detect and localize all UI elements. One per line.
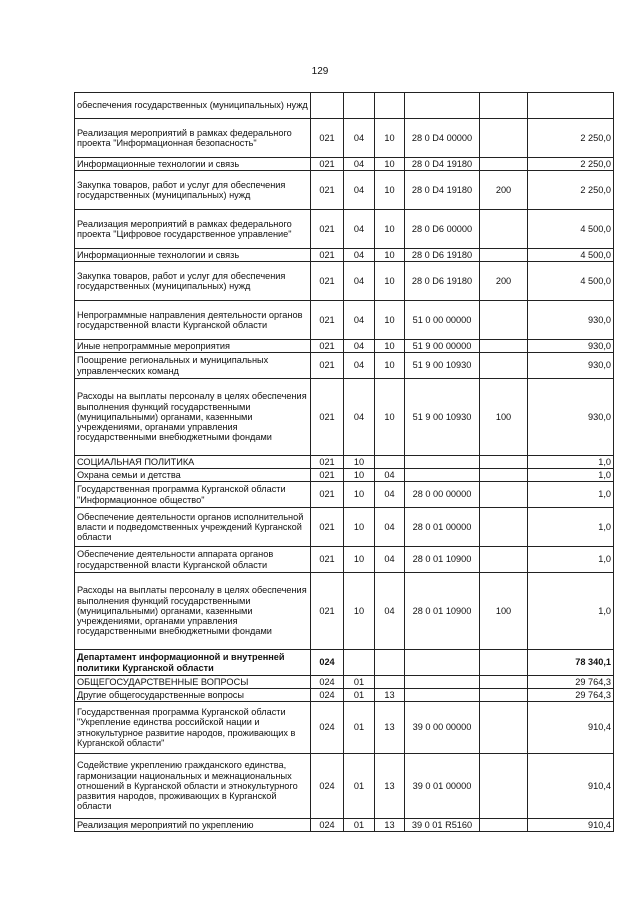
cell-ministry-code: 021 (311, 353, 344, 379)
cell-amount: 29 764,3 (528, 676, 614, 689)
cell-name: Государственная программа Курганской области "Укрепление единства российской нации и этнокультурное развитие народов, проживающих в Курганской области" (75, 702, 311, 754)
cell-target-code: 51 9 00 00000 (405, 340, 480, 353)
cell-name: Содействие укреплению гражданского единства, гармонизации национальных и межнациональных отношений в Курганской области и этнокультурного развития народов, проживающих в Курганской области (75, 754, 311, 819)
cell-name: СОЦИАЛЬНАЯ ПОЛИТИКА (75, 456, 311, 469)
table-row (75, 249, 614, 262)
cell-ministry-code: 021 (311, 249, 344, 262)
cell-amount: 4 500,0 (528, 262, 614, 301)
cell-name: Непрограммные направления деятельности органов государственной власти Курганской области (75, 301, 311, 340)
table-row (75, 702, 614, 754)
cell-subsection-code: 13 (375, 689, 405, 702)
cell-subsection-code: 10 (375, 379, 405, 456)
cell-section-code: 10 (344, 573, 375, 650)
cell-amount: 1,0 (528, 547, 614, 573)
cell-subsection-code: 10 (375, 262, 405, 301)
cell-amount: 2 250,0 (528, 171, 614, 210)
cell-section-code: 01 (344, 689, 375, 702)
cell-amount: 4 500,0 (528, 249, 614, 262)
cell-amount: 1,0 (528, 456, 614, 469)
cell-expense-type (480, 210, 528, 249)
cell-amount: 930,0 (528, 379, 614, 456)
cell-name: Охрана семьи и детства (75, 469, 311, 482)
cell-ministry-code: 024 (311, 689, 344, 702)
cell-ministry-code: 021 (311, 469, 344, 482)
cell-expense-type (480, 158, 528, 171)
cell-section-code: 04 (344, 340, 375, 353)
table-row (75, 547, 614, 573)
cell-expense-type (480, 301, 528, 340)
table-row (75, 158, 614, 171)
cell-subsection-code: 10 (375, 249, 405, 262)
cell-ministry-code: 021 (311, 171, 344, 210)
cell-subsection-code: 10 (375, 353, 405, 379)
cell-section-code: 01 (344, 676, 375, 689)
table-row (75, 210, 614, 249)
cell-expense-type: 200 (480, 262, 528, 301)
budget-table (74, 92, 614, 832)
cell-section-code: 01 (344, 702, 375, 754)
cell-amount: 910,4 (528, 702, 614, 754)
cell-section-code: 04 (344, 210, 375, 249)
cell-section-code: 04 (344, 379, 375, 456)
cell-section-code: 10 (344, 456, 375, 469)
cell-target-code: 28 0 D4 19180 (405, 171, 480, 210)
table-row (75, 171, 614, 210)
cell-section-code: 10 (344, 482, 375, 508)
cell-expense-type (480, 689, 528, 702)
cell-amount: 910,4 (528, 819, 614, 832)
cell-name: ОБЩЕГОСУДАРСТВЕННЫЕ ВОПРОСЫ (75, 676, 311, 689)
cell-target-code: 51 9 00 10930 (405, 353, 480, 379)
cell-amount: 2 250,0 (528, 158, 614, 171)
cell-name: Расходы на выплаты персоналу в целях обеспечения выполнения функций государственными (муниципальными) органами, казенными учреждениями, органами управления государственными внебюджетными фондами (75, 379, 311, 456)
cell-target-code (405, 93, 480, 119)
cell-target-code: 28 0 01 10900 (405, 573, 480, 650)
cell-subsection-code: 13 (375, 819, 405, 832)
cell-subsection-code: 10 (375, 340, 405, 353)
cell-expense-type (480, 456, 528, 469)
cell-ministry-code: 021 (311, 158, 344, 171)
cell-name: Закупка товаров, работ и услуг для обеспечения государственных (муниципальных) нужд (75, 262, 311, 301)
table-row (75, 456, 614, 469)
cell-subsection-code: 13 (375, 702, 405, 754)
cell-expense-type: 100 (480, 573, 528, 650)
table-row (75, 119, 614, 158)
cell-ministry-code: 021 (311, 573, 344, 650)
cell-ministry-code: 021 (311, 262, 344, 301)
cell-expense-type (480, 469, 528, 482)
cell-amount: 78 340,1 (528, 650, 614, 676)
cell-expense-type (480, 547, 528, 573)
cell-section-code (344, 93, 375, 119)
cell-amount: 2 250,0 (528, 119, 614, 158)
cell-expense-type (480, 676, 528, 689)
cell-name: Государственная программа Курганской области "Информационное общество" (75, 482, 311, 508)
cell-target-code (405, 676, 480, 689)
cell-subsection-code: 10 (375, 171, 405, 210)
cell-expense-type (480, 482, 528, 508)
cell-amount: 930,0 (528, 340, 614, 353)
table-row (75, 573, 614, 650)
cell-name: Реализация мероприятий в рамках федерального проекта "Цифровое государственное управление" (75, 210, 311, 249)
cell-name: Расходы на выплаты персоналу в целях обеспечения выполнения функций государственными (муниципальными) органами, казенными учреждениями, органами управления государственными внебюджетными фондами (75, 573, 311, 650)
table-row (75, 469, 614, 482)
cell-subsection-code: 10 (375, 119, 405, 158)
cell-subsection-code (375, 676, 405, 689)
cell-section-code: 04 (344, 249, 375, 262)
cell-name: Реализация мероприятий в рамках федерального проекта "Информационная безопасность" (75, 119, 311, 158)
table-row (75, 353, 614, 379)
cell-ministry-code: 024 (311, 650, 344, 676)
cell-target-code: 39 0 00 00000 (405, 702, 480, 754)
cell-ministry-code: 021 (311, 119, 344, 158)
cell-target-code: 28 0 D4 19180 (405, 158, 480, 171)
cell-name: Иные непрограммные мероприятия (75, 340, 311, 353)
cell-subsection-code (375, 456, 405, 469)
cell-target-code: 51 9 00 10930 (405, 379, 480, 456)
cell-expense-type (480, 819, 528, 832)
cell-name: обеспечения государственных (муниципальных) нужд (75, 93, 311, 119)
cell-section-code: 01 (344, 819, 375, 832)
cell-expense-type (480, 508, 528, 547)
cell-amount: 1,0 (528, 508, 614, 547)
cell-subsection-code: 10 (375, 158, 405, 171)
table-row (75, 819, 614, 832)
cell-ministry-code: 021 (311, 379, 344, 456)
cell-name: Реализация мероприятий по укреплению (75, 819, 311, 832)
cell-section-code: 04 (344, 353, 375, 379)
cell-section-code: 10 (344, 547, 375, 573)
cell-amount: 1,0 (528, 573, 614, 650)
cell-subsection-code: 04 (375, 469, 405, 482)
cell-ministry-code: 021 (311, 508, 344, 547)
cell-amount: 29 764,3 (528, 689, 614, 702)
cell-section-code: 01 (344, 754, 375, 819)
cell-expense-type: 200 (480, 171, 528, 210)
cell-target-code: 28 0 D6 19180 (405, 249, 480, 262)
cell-name: Информационные технологии и связь (75, 158, 311, 171)
cell-subsection-code (375, 93, 405, 119)
cell-target-code: 28 0 00 00000 (405, 482, 480, 508)
cell-ministry-code: 021 (311, 301, 344, 340)
cell-target-code: 39 0 01 00000 (405, 754, 480, 819)
cell-subsection-code: 04 (375, 547, 405, 573)
table-body (75, 93, 614, 832)
cell-ministry-code: 021 (311, 482, 344, 508)
cell-subsection-code: 10 (375, 210, 405, 249)
cell-target-code: 28 0 D6 19180 (405, 262, 480, 301)
table-row (75, 301, 614, 340)
cell-target-code (405, 689, 480, 702)
cell-target-code: 28 0 01 10900 (405, 547, 480, 573)
cell-target-code (405, 469, 480, 482)
cell-section-code: 10 (344, 469, 375, 482)
table-row (75, 340, 614, 353)
table-row (75, 262, 614, 301)
cell-name: Поощрение региональных и муниципальных управленческих команд (75, 353, 311, 379)
cell-ministry-code: 024 (311, 702, 344, 754)
cell-section-code (344, 650, 375, 676)
cell-ministry-code: 024 (311, 819, 344, 832)
cell-expense-type: 100 (480, 379, 528, 456)
cell-subsection-code: 04 (375, 482, 405, 508)
cell-section-code: 04 (344, 301, 375, 340)
cell-expense-type (480, 340, 528, 353)
cell-ministry-code (311, 93, 344, 119)
cell-subsection-code: 13 (375, 754, 405, 819)
cell-name: Департамент информационной и внутренней политики Курганской области (75, 650, 311, 676)
cell-amount: 930,0 (528, 353, 614, 379)
cell-section-code: 10 (344, 508, 375, 547)
cell-name: Информационные технологии и связь (75, 249, 311, 262)
cell-ministry-code: 021 (311, 547, 344, 573)
cell-section-code: 04 (344, 171, 375, 210)
cell-section-code: 04 (344, 158, 375, 171)
table-row (75, 676, 614, 689)
cell-target-code (405, 456, 480, 469)
cell-amount: 930,0 (528, 301, 614, 340)
cell-ministry-code: 024 (311, 676, 344, 689)
cell-amount: 910,4 (528, 754, 614, 819)
table-row (75, 379, 614, 456)
cell-expense-type (480, 754, 528, 819)
cell-ministry-code: 021 (311, 340, 344, 353)
cell-target-code: 28 0 01 00000 (405, 508, 480, 547)
cell-subsection-code (375, 650, 405, 676)
cell-target-code: 28 0 D4 00000 (405, 119, 480, 158)
table-row (75, 754, 614, 819)
cell-amount: 4 500,0 (528, 210, 614, 249)
cell-name: Обеспечение деятельности аппарата органов государственной власти Курганской области (75, 547, 311, 573)
cell-section-code: 04 (344, 119, 375, 158)
cell-expense-type (480, 702, 528, 754)
cell-target-code: 39 0 01 R5160 (405, 819, 480, 832)
cell-expense-type (480, 93, 528, 119)
table-row (75, 689, 614, 702)
cell-expense-type (480, 353, 528, 379)
cell-subsection-code: 04 (375, 573, 405, 650)
page-number: 129 (311, 66, 329, 77)
cell-expense-type (480, 650, 528, 676)
cell-subsection-code: 04 (375, 508, 405, 547)
table-row (75, 650, 614, 676)
cell-expense-type (480, 119, 528, 158)
table-row (75, 93, 614, 119)
cell-name: Обеспечение деятельности органов исполнительной власти и подведомственных учреждений Курганской области (75, 508, 311, 547)
cell-name: Закупка товаров, работ и услуг для обеспечения государственных (муниципальных) нужд (75, 171, 311, 210)
cell-ministry-code: 021 (311, 456, 344, 469)
cell-amount: 1,0 (528, 469, 614, 482)
cell-subsection-code: 10 (375, 301, 405, 340)
cell-ministry-code: 024 (311, 754, 344, 819)
table-row (75, 508, 614, 547)
cell-name: Другие общегосударственные вопросы (75, 689, 311, 702)
cell-target-code (405, 650, 480, 676)
cell-amount (528, 93, 614, 119)
cell-ministry-code: 021 (311, 210, 344, 249)
cell-expense-type (480, 249, 528, 262)
table-row (75, 482, 614, 508)
cell-target-code: 51 0 00 00000 (405, 301, 480, 340)
cell-amount: 1,0 (528, 482, 614, 508)
cell-target-code: 28 0 D6 00000 (405, 210, 480, 249)
cell-section-code: 04 (344, 262, 375, 301)
